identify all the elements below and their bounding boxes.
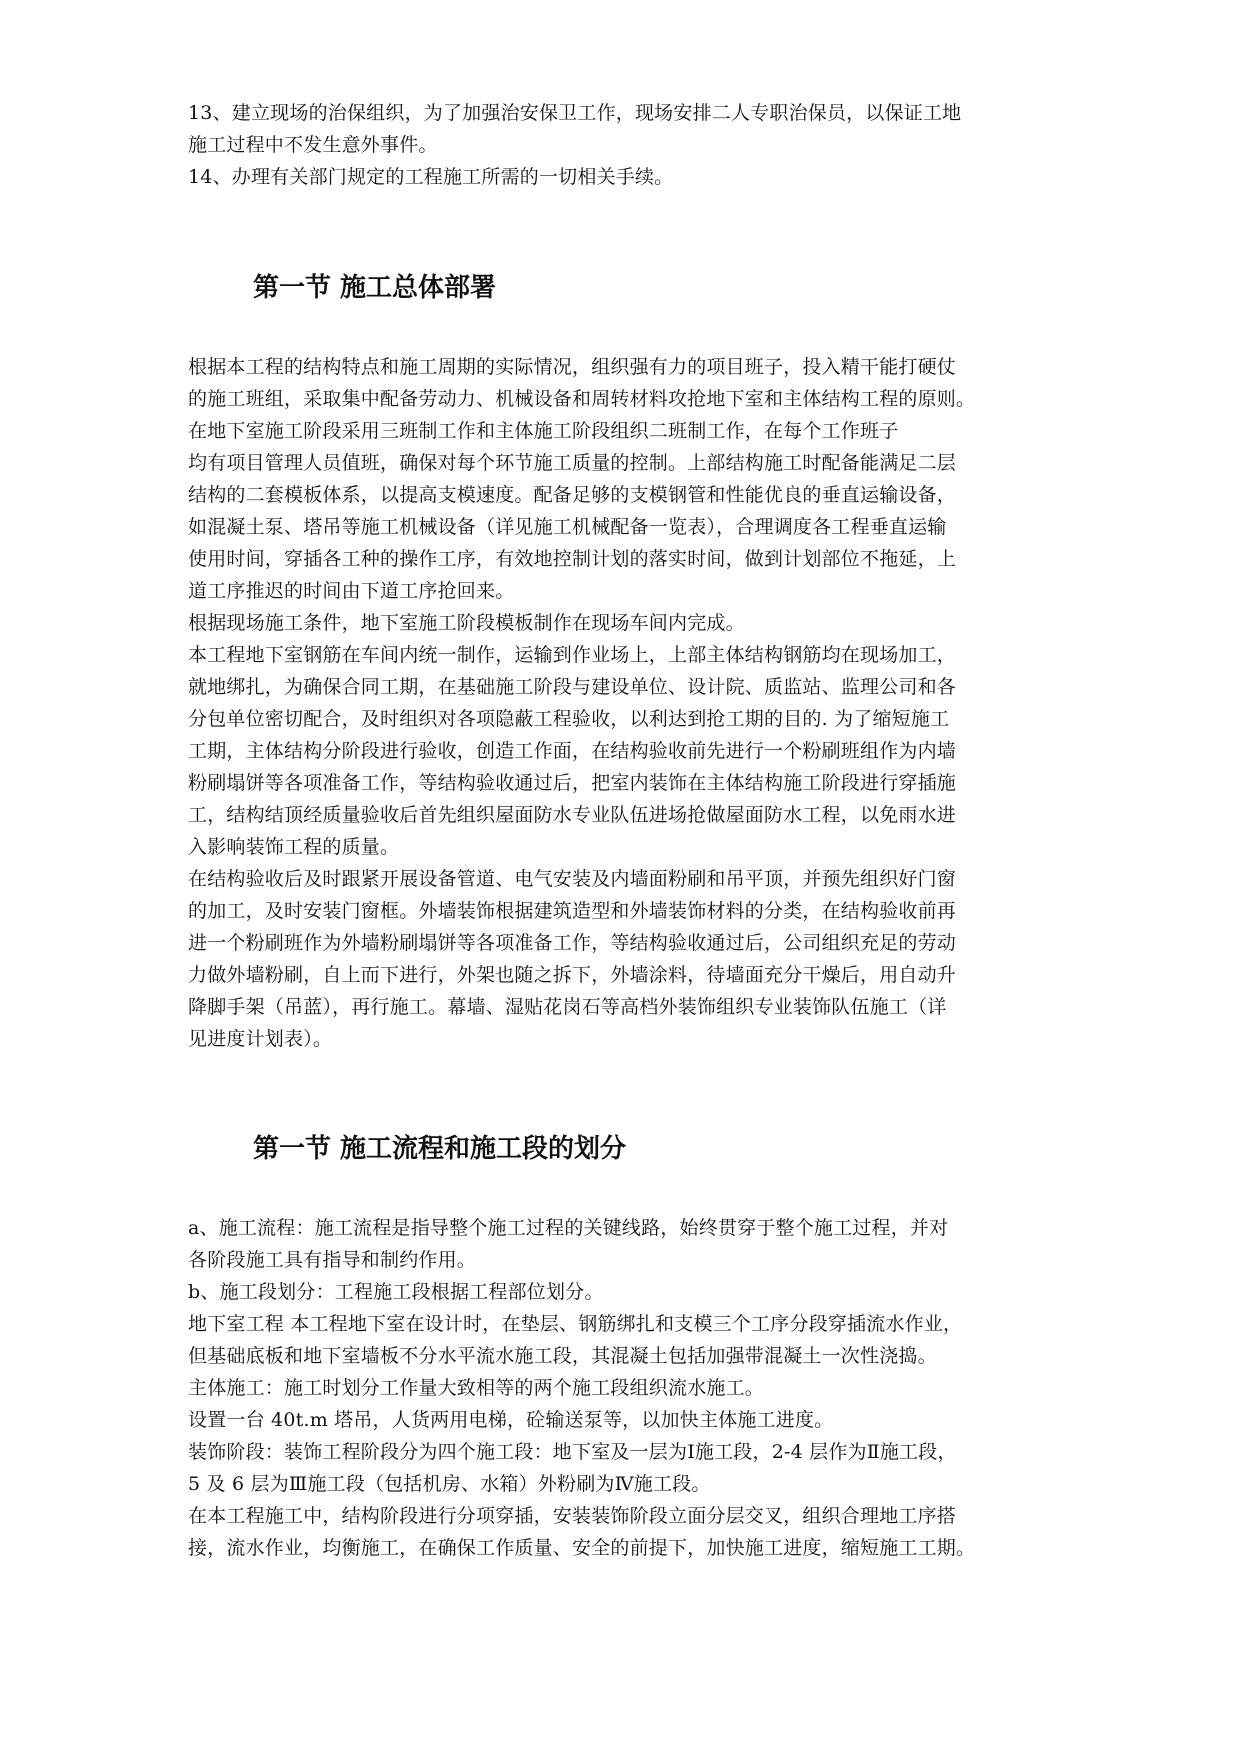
text-line: 如混凝土泵、塔吊等施工机械设备（详见施工机械配备一览表），合理调度各工程垂直运输: [188, 516, 947, 538]
section-heading: 第一节 施工流程和施工段的划分: [253, 1134, 627, 1164]
text-line: 进一个粉刷班作为外墙粉刷塌饼等各项准备工作，等结构验收通过后，公司组织充足的劳动: [188, 932, 957, 954]
text-line: 根据现场施工条件，地下室施工阶段模板制作在现场车间内完成。: [188, 612, 745, 634]
text-line: 14、办理有关部门规定的工程施工所需的一切相关手续。: [188, 166, 674, 188]
text-line: 各阶段施工具有指导和制约作用。: [188, 1249, 477, 1271]
text-line: 就地绑扎，为确保合同工期，在基础施工阶段与建设单位、设计院、质监站、监理公司和各: [188, 676, 957, 698]
text-line: 接，流水作业，均衡施工，在确保工作质量、安全的前提下，加快施工进度，缩短施工工期。: [188, 1537, 976, 1559]
text-line: 道工序推迟的时间由下道工序抢回来。: [188, 580, 515, 602]
text-line: 根据本工程的结构特点和施工周期的实际情况，组织强有力的项目班子，投入精干能打硬仗: [188, 356, 957, 378]
text-line: 入影响装饰工程的质量。: [188, 836, 400, 858]
text-line: 的加工，及时安装门窗框。外墙装饰根据建筑造型和外墙装饰材料的分类，在结构验收前再: [188, 900, 957, 922]
text-line: 本工程地下室钢筋在车间内统一制作，运输到作业场上，上部主体结构钢筋均在现场加工，: [188, 644, 957, 666]
text-line: 分包单位密切配合，及时组织对各项隐蔽工程验收，以利达到抢工期的目的. 为了缩短施工: [188, 708, 950, 730]
text-line: 粉刷塌饼等各项准备工作，等结构验收通过后，把室内装饰在主体结构施工阶段进行穿插施: [188, 772, 957, 794]
text-line: 的施工班组，采取集中配备劳动力、机械设备和周转材料攻抢地下室和主体结构工程的原则。: [188, 388, 976, 410]
text-line: 在本工程施工中，结构阶段进行分项穿插，安装装饰阶段立面分层交叉，组织合理地工序搭: [188, 1505, 957, 1527]
text-line: 见进度计划表）。: [188, 1028, 333, 1050]
section-heading: 第一节 施工总体部署: [253, 273, 497, 303]
text-line: 但基础底板和地下室墙板不分水平流水施工段，其混凝土包括加强带混凝土一次性浇捣。: [188, 1345, 937, 1367]
text-line: 结构的二套模板体系，以提高支模速度。配备足够的支模钢管和性能优良的垂直运输设备，: [188, 484, 957, 506]
text-line: b、施工段划分：工程施工段根据工程部位划分。: [188, 1281, 604, 1303]
text-line: 在地下室施工阶段采用三班制工作和主体施工阶段组织二班制工作，在每个工作班子: [188, 420, 899, 442]
text-line: 施工过程中不发生意外事件。: [188, 134, 438, 156]
text-line: 地下室工程 本工程地下室在设计时，在垫层、钢筋绑扎和支模三个工序分段穿插流水作业，: [188, 1313, 963, 1335]
text-line: 工期，主体结构分阶段进行验收，创造工作面，在结构验收前先进行一个粉刷班组作为内墙: [188, 740, 957, 762]
text-line: a、施工流程：施工流程是指导整个施工过程的关键线路，始终贯穿于整个施工过程，并对: [188, 1217, 949, 1239]
text-line: 装饰阶段：装饰工程阶段分为四个施工段：地下室及一层为Ⅰ施工段，2-4 层作为Ⅱ施工段，: [188, 1441, 957, 1463]
text-line: 13、建立现场的治保组织，为了加强治安保卫工作，现场安排二人专职治保员，以保证工地: [188, 102, 962, 124]
text-line: 在结构验收后及时跟紧开展设备管道、电气安装及内墙面粉刷和吊平顶，并预先组织好门窗: [188, 868, 957, 890]
text-line: 工，结构结顶经质量验收后首先组织屋面防水专业队伍进场抢做屋面防水工程，以免雨水进: [188, 804, 957, 826]
text-line: 使用时间，穿插各工种的操作工序，有效地控制计划的落实时间，做到计划部位不拖延，上: [188, 548, 957, 570]
text-line: 主体施工：施工时划分工作量大致相等的两个施工段组织流水施工。: [188, 1377, 765, 1399]
text-line: 设置一台 40t.m 塔吊，人货两用电梯，砼输送泵等，以加快主体施工进度。: [188, 1409, 834, 1431]
text-line: 均有项目管理人员值班，确保对每个环节施工质量的控制。上部结构施工时配备能满足二层: [188, 452, 957, 474]
text-line: 降脚手架（吊蓝），再行施工。幕墙、湿贴花岗石等高档外装饰组织专业装饰队伍施工（详: [188, 996, 947, 1018]
text-line: 力做外墙粉刷，自上而下进行，外架也随之拆下，外墙涂料，待墙面充分干燥后，用自动升: [188, 964, 957, 986]
text-line: 5 及 6 层为Ⅲ施工段（包括机房、水箱）外粉刷为Ⅳ施工段。: [188, 1473, 711, 1495]
